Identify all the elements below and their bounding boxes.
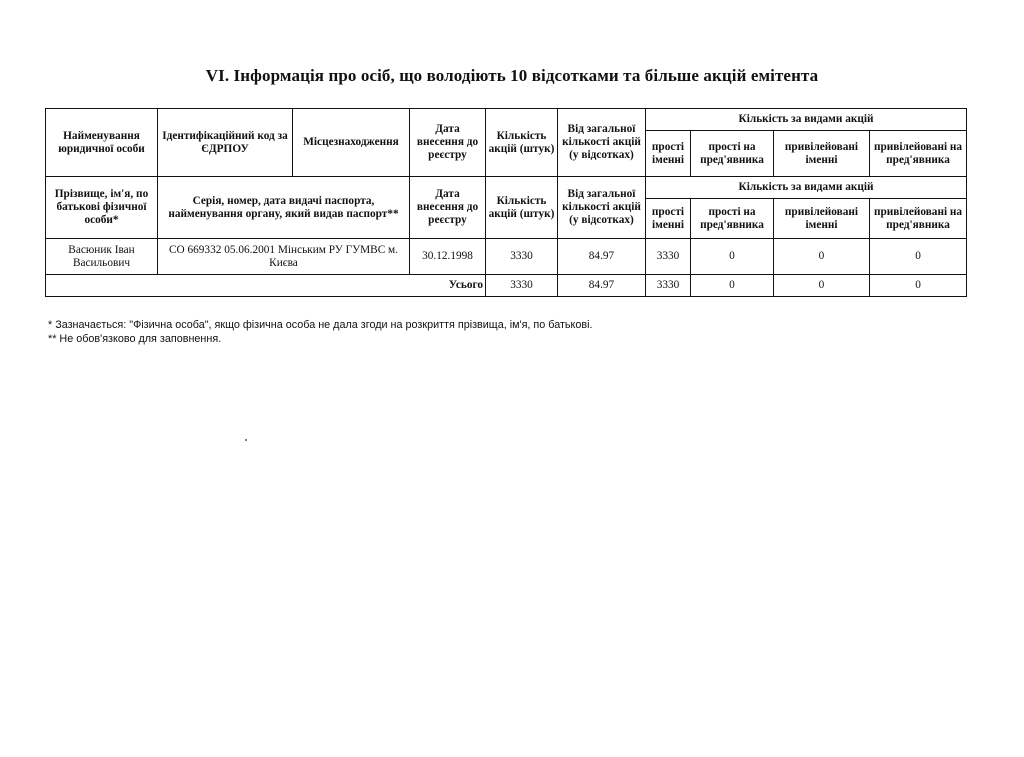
col-person-type-ordinary-registered: прості іменні	[646, 199, 691, 239]
passport-cell: СО 669332 05.06.2001 Мінським РУ ГУМВС м. Києва	[158, 239, 410, 275]
col-type-preferred-registered: привілейовані іменні	[774, 131, 870, 177]
total-row	[46, 275, 967, 297]
col-edrpou-code: Ідентифікаційний код за ЄДРПОУ	[158, 109, 293, 177]
col-person-name: Прізвище, ім'я, по батькові фізичної особи*	[46, 177, 158, 239]
col-person-type-preferred-registered: привілейовані іменні	[774, 199, 870, 239]
footnote-2: ** Не обов'язково для заповнення.	[48, 333, 222, 345]
footnote-1: * Зазначається: "Фізична особа", якщо фізична особа не дала згоди на розкриття прізвища, ім'я, по батькові.	[48, 319, 593, 331]
type-preferred-bearer-cell: 0	[870, 239, 967, 275]
total-type-preferred-registered-cell: 0	[774, 275, 870, 297]
col-share-qty: Кількість акцій (штук)	[486, 109, 558, 177]
person-name-cell: Васюник Іван Васильович	[46, 239, 158, 275]
col-by-type: Кількість за видами акцій	[646, 109, 967, 131]
col-legal-name: Найменування юридичної особи	[46, 109, 158, 177]
col-type-ordinary-registered: прості іменні	[646, 131, 691, 177]
person-header-row	[46, 177, 967, 199]
page-title: VI. Інформація про осіб, що володіють 10 відсотками та більше акцій емітента	[205, 66, 819, 85]
total-label: Усього	[46, 275, 486, 297]
col-type-ordinary-bearer: прості на пред'явника	[691, 131, 774, 177]
register-date-cell: 30.12.1998	[410, 239, 486, 275]
type-preferred-registered-cell: 0	[774, 239, 870, 275]
footnotes	[48, 318, 593, 346]
col-person-share-percent: Від загальної кількості акцій (у відсотках)	[558, 177, 646, 239]
col-passport: Серія, номер, дата видачі паспорта, найменування органу, який видав паспорт**	[158, 177, 410, 239]
col-person-type-preferred-bearer: привілейовані на пред'явника	[870, 199, 967, 239]
col-register-date: Дата внесення до реєстру	[410, 109, 486, 177]
col-person-register-date: Дата внесення до реєстру	[410, 177, 486, 239]
total-qty-cell: 3330	[486, 275, 558, 297]
col-person-share-qty: Кількість акцій (штук)	[486, 177, 558, 239]
col-share-percent: Від загальної кількості акцій (у відсотках)	[558, 109, 646, 177]
table-row	[46, 239, 967, 275]
col-location: Місцезнаходження	[293, 109, 410, 177]
type-ordinary-registered-cell: 3330	[646, 239, 691, 275]
total-percent-cell: 84.97	[558, 275, 646, 297]
total-type-ordinary-registered-cell: 3330	[646, 275, 691, 297]
total-type-preferred-bearer-cell: 0	[870, 275, 967, 297]
col-person-by-type: Кількість за видами акцій	[646, 177, 967, 199]
col-person-type-ordinary-bearer: прості на пред'явника	[691, 199, 774, 239]
type-ordinary-bearer-cell: 0	[691, 239, 774, 275]
legal-header-row	[46, 109, 967, 131]
total-type-ordinary-bearer-cell: 0	[691, 275, 774, 297]
shareholders-table	[45, 108, 967, 297]
share-percent-cell: 84.97	[558, 239, 646, 275]
scan-speck	[245, 439, 247, 441]
col-type-preferred-bearer: привілейовані на пред'явника	[870, 131, 967, 177]
share-qty-cell: 3330	[486, 239, 558, 275]
